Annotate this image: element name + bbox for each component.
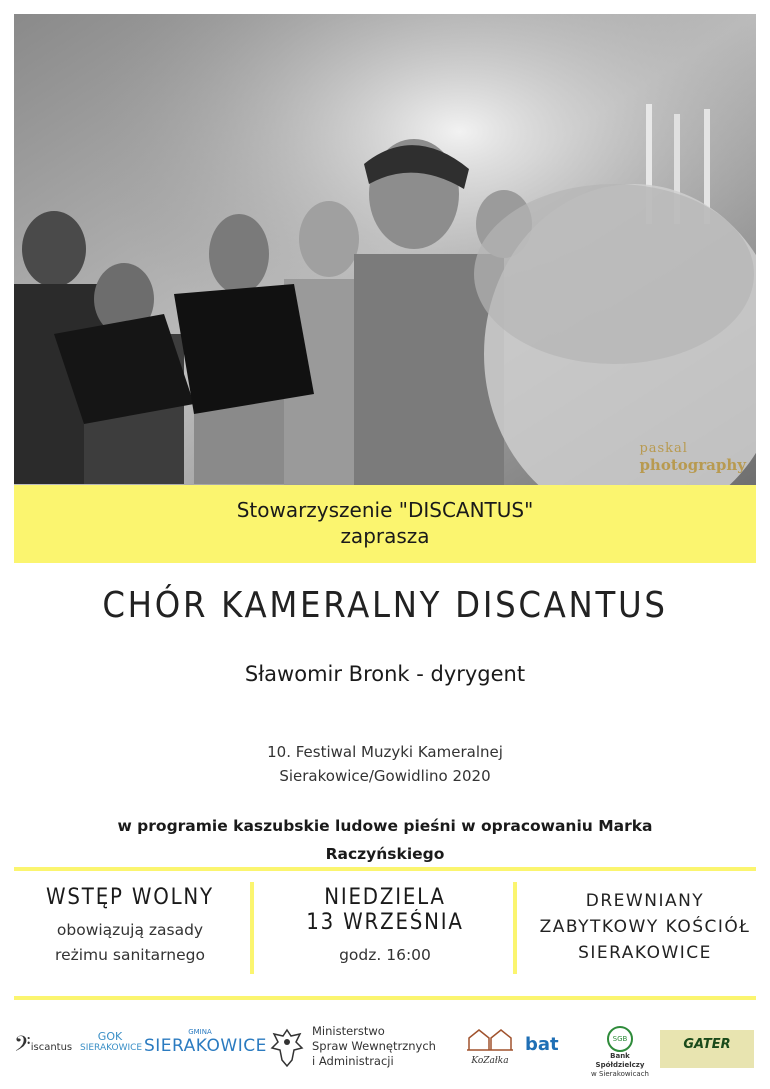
- place-line1: DREWNIANY: [585, 891, 705, 911]
- gater-text: GATER: [683, 1037, 731, 1052]
- bottom-divider: [14, 996, 756, 1000]
- place-line2: ZABYTKOWY KOŚCIÓŁ: [539, 917, 751, 937]
- bat-text: bat: [525, 1034, 559, 1055]
- house-icon: [465, 1026, 515, 1052]
- gmina-logo: [144, 1028, 267, 1056]
- treble-clef-icon: 𝄢: [14, 1032, 31, 1062]
- program-line2: Raczyńskiego: [325, 845, 445, 863]
- invite-word: zaprasza: [340, 524, 430, 548]
- entry-info: [20, 885, 240, 968]
- top-divider: [14, 867, 756, 871]
- discantus-text: iscantus: [30, 1042, 73, 1053]
- photo-watermark: [639, 441, 746, 473]
- date-day: NIEDZIELA: [324, 885, 446, 910]
- entry-head: WSTĘP WOLNY: [46, 885, 214, 910]
- column-divider-1: [250, 882, 254, 974]
- sgb-icon: [607, 1026, 633, 1052]
- eagle-emblem-icon: [270, 1026, 304, 1070]
- choir-photo: [14, 14, 756, 485]
- bank-line1: Bank Spółdzielczy: [595, 1052, 645, 1069]
- ministry-line1: Ministerstwo: [312, 1024, 385, 1038]
- entry-sub2: reżimu sanitarnego: [55, 946, 205, 964]
- date-info: [265, 885, 505, 968]
- gmina-top: GMINA: [188, 1028, 212, 1036]
- place-info: [525, 888, 765, 966]
- bat-logo: [525, 1034, 575, 1055]
- organizer-name: Stowarzyszenie "DISCANTUS": [236, 498, 534, 522]
- watermark-line1: paskal: [639, 441, 688, 456]
- sgb-text: SGB: [612, 1035, 628, 1043]
- watermark-line2: photography: [639, 456, 746, 474]
- gok-logo: [80, 1030, 143, 1053]
- choir-photo-graphic: [14, 14, 756, 485]
- event-time: godz. 16:00: [339, 946, 431, 964]
- program-description: [60, 812, 710, 868]
- bank-line2: w Sierakowicach: [591, 1070, 649, 1078]
- poster-title: CHÓR KAMERALNY DISCANTUS: [102, 585, 668, 626]
- entry-sub1: obowiązują zasady: [56, 921, 204, 939]
- ministry-line2: Spraw Wewnętrznych: [312, 1039, 436, 1053]
- date-date: 13 WRZEŚNIA: [306, 910, 464, 935]
- column-divider-2: [513, 882, 517, 974]
- sponsor-logos: [0, 1020, 770, 1080]
- gmina-bottom: SIERAKOWICE: [144, 1036, 267, 1056]
- conductor-line: Sławomir Bronk - dyrygent: [244, 662, 526, 686]
- festival-line1: 10. Festiwal Muzyki Kameralnej: [267, 743, 503, 761]
- gok-top: GOK: [97, 1030, 123, 1043]
- place-line3: SIERAKOWICE: [578, 943, 712, 963]
- ministry-line3: i Administracji: [312, 1054, 394, 1068]
- invitation-banner: [14, 485, 756, 563]
- gater-logo: [660, 1030, 754, 1068]
- festival-line2: Sierakowice/Gowidlino 2020: [279, 767, 491, 785]
- discantus-logo: [14, 1032, 84, 1063]
- gok-bottom: SIERAKOWICE: [80, 1043, 143, 1053]
- kozalka-text: KoZałka: [471, 1056, 509, 1066]
- kozalka-logo: [462, 1026, 518, 1066]
- program-line1: w programie kaszubskie ludowe pieśni w opracowaniu Marka: [117, 817, 653, 835]
- festival-info: [0, 740, 770, 788]
- sgb-logo: [585, 1026, 655, 1079]
